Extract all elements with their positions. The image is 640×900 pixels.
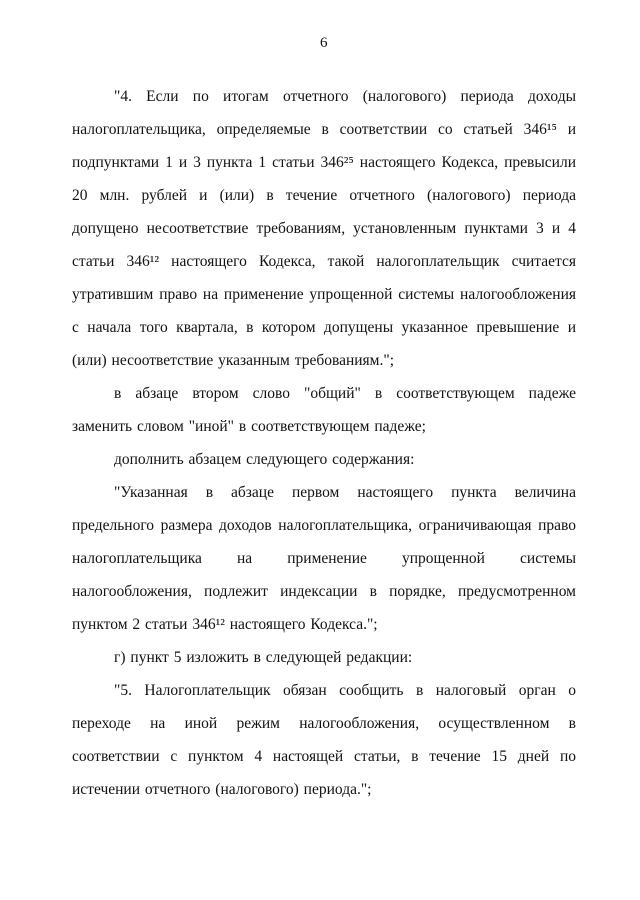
paragraph-indexation: "Указанная в абзаце первом настоящего пункта величина предельного размера доходов налогоплательщика, ограничивающая право налогоплательщика на применение упрощенной системы налогообложения, подлежит индексации в порядке, предусмотренном пунктом 2 статьи 346¹² настоящего Кодекса.";	[72, 484, 576, 633]
paragraph-point-4: "4. Если по итогам отчетного (налогового) периода доходы налогоплательщика, определяемые в соответствии со статьей 346¹⁵ и подпунктами 1 и 3 пункта 1 статьи 346²⁵ настоящего Кодекса, превысили 20 млн. рублей и (или) в течение отчетного (налогового) периода допущено несоответствие требованиям, установленным пунктами 3 и 4 статьи 346¹² настоящего Кодекса, такой налогоплательщик считается утратившим право на применение упрощенной системы налогообложения с начала того квартала, в котором допущены указанное превышение и (или) несоответствие указанным требованиям.";	[72, 88, 576, 369]
page-number: 6	[320, 35, 328, 51]
paragraph-replace-word: в абзаце втором слово "общий" в соответствующем падеже заменить словом "иной" в соответствующем падеже;	[72, 385, 576, 435]
paragraph-supplement: дополнить абзацем следующего содержания:	[114, 451, 415, 468]
paragraph-point-5: "5. Налогоплательщик обязан сообщить в налоговый орган о переходе на иной режим налогообложения, осуществленном в соответствии с пунктом 4 настоящей статьи, в течение 15 дней по истечении отчетного (налогового) периода.";	[72, 682, 576, 798]
paragraph-subitem-g: г) пункт 5 изложить в следующей редакции:	[114, 649, 413, 666]
